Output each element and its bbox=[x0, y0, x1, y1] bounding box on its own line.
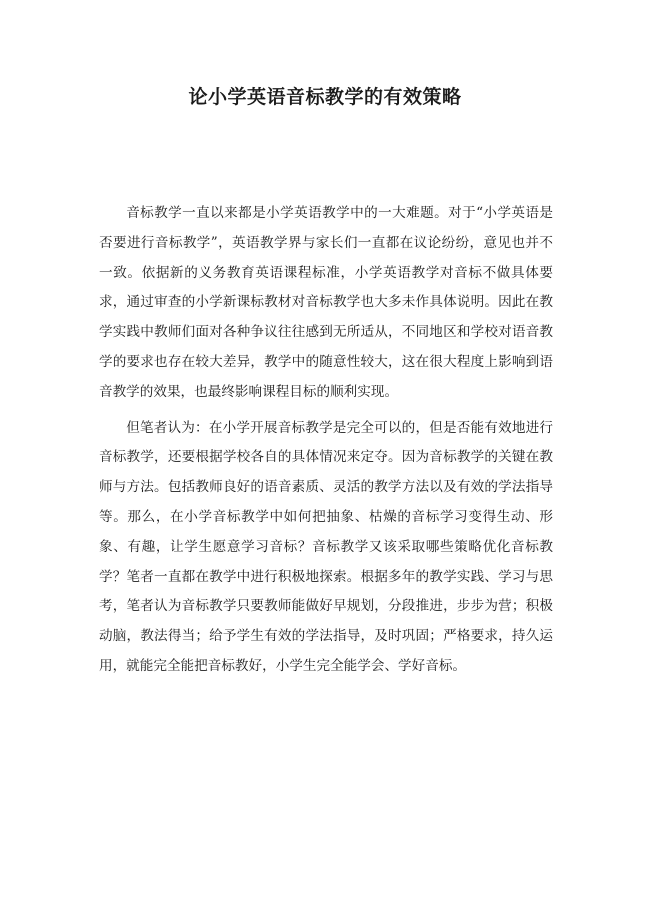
document-title: 论小学英语音标教学的有效策略 bbox=[188, 86, 462, 108]
paragraph-1: 音标教学一直以来都是小学英语教学中的一大难题。对于“小学英语是否要进行音标教学”，英语教学界与家长们一直都在议论纷纷，意见也并不一致。依据新的义务教育英语课程标准，小学英语教学对音标不做具体要求，通过审查的小学新课标教材对音标教学也大多未作具体说明。因此在教学实践中教师们面对各种争议往往感到无所适从，不同地区和学校对语音教学的要求也存在较大差异，教学中的随意性较大，这在很大程度上影响到语音教学的效果，也最终影响课程目标的顺利实现。 bbox=[99, 205, 553, 400]
paragraph-2: 但笔者认为：在小学开展音标教学是完全可以的，但是否能有效地进行音标教学，还要根据学校各自的具体情况来定夺。因为音标教学的关键在教师与方法。包括教师良好的语音素质、灵活的教学方法以及有效的学法指导等。那么，在小学音标教学中如何把抽象、枯燥的音标学习变得生动、形象、有趣，让学生愿意学习音标？音标教学又该采取哪些策略优化音标教学？笔者一直都在教学中进行积极地探索。根据多年的教学实践、学习与思考，笔者认为音标教学只要教师能做好早规划，分段推进，步步为营；积极动脑，教法得当；给予学生有效的学法指导，及时巩固；严格要求，持久运用，就能完全能把音标教好，小学生完全能学会、学好音标。 bbox=[99, 419, 553, 674]
document-body bbox=[99, 199, 553, 688]
